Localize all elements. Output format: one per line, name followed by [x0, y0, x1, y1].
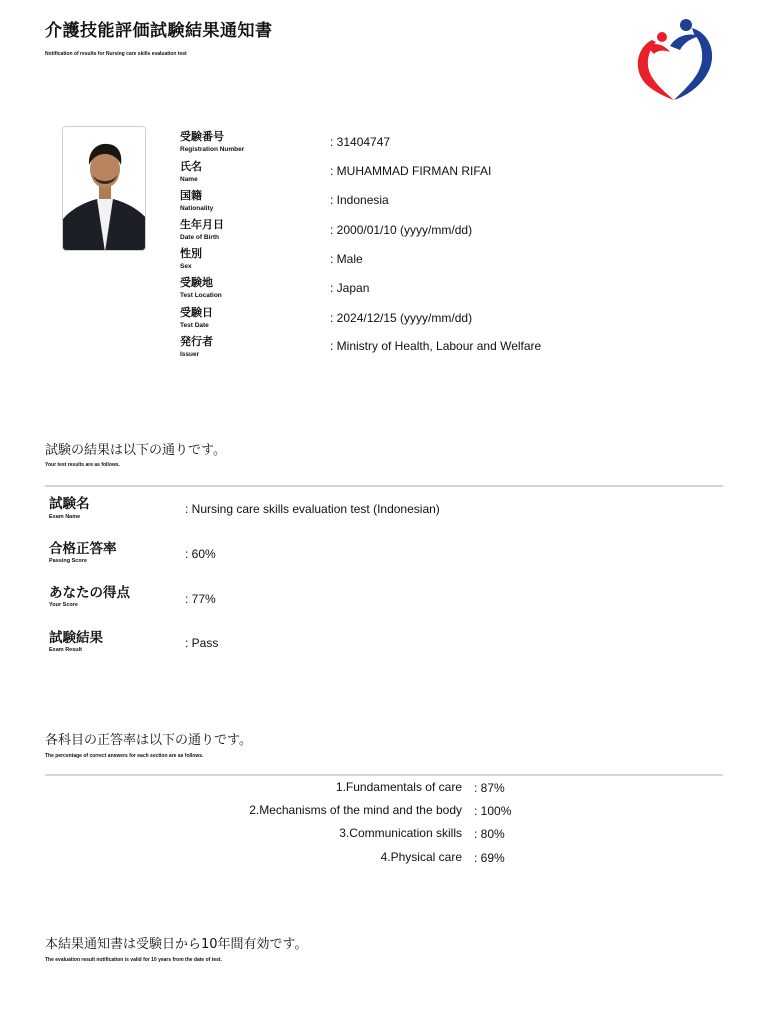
registration-number-label-en: Registration Number: [180, 146, 245, 153]
sex-value: : Male: [330, 252, 363, 266]
document-title: 介護技能評価試験結果通知書: [45, 21, 273, 41]
test-location-value: : Japan: [330, 281, 370, 295]
your-score-label-en: Your Score: [49, 602, 78, 608]
sex-label-jp: 性別: [180, 247, 202, 260]
your-score-value: : 77%: [185, 592, 216, 606]
nationality-value: : Indonesia: [330, 193, 389, 207]
your-score-label-jp: あなたの得点: [49, 585, 130, 601]
name-label-en: Name: [180, 176, 198, 183]
test-date-value: : 2024/12/15 (yyyy/mm/dd): [330, 311, 473, 325]
test-date-label-jp: 受験日: [180, 306, 213, 319]
sections-heading: 各科目の正答率は以下の通りです。: [45, 733, 252, 748]
passing-score-label-en: Passing Score: [49, 558, 87, 564]
date-of-birth-label-en: Date of Birth: [180, 234, 219, 241]
section-2-name: 2.Mechanisms of the mind and the body: [249, 803, 462, 817]
section-2-value: : 100%: [474, 804, 512, 818]
issuer-label-jp: 発行者: [180, 335, 213, 348]
exam-name-label-en: Exam Name: [49, 514, 81, 520]
nationality-label-jp: 国籍: [180, 189, 202, 202]
registration-number-label-jp: 受験番号: [180, 130, 224, 143]
mhlw-heart-logo-icon: [630, 14, 718, 102]
name-value: : MUHAMMAD FIRMAN RIFAI: [330, 164, 492, 178]
applicant-photo: [62, 126, 146, 251]
section-1-name: 1.Fundamentals of care: [335, 780, 462, 794]
results-subheading: Your test results are as follows.: [45, 462, 120, 468]
validity-subheading: The evaluation result notification is valid for 10 years from the date of test.: [45, 957, 222, 963]
passing-score-value: : 60%: [185, 547, 216, 561]
issuer-label-en: Issuer: [180, 351, 200, 358]
sections-divider: [45, 774, 723, 776]
section-3-value: : 80%: [474, 827, 505, 841]
exam-result-label-jp: 試験結果: [49, 630, 103, 646]
section-4-name: 4.Physical care: [380, 850, 462, 864]
test-location-label-en: Test Location: [180, 292, 222, 299]
exam-name-value: : Nursing care skills evaluation test (Indonesian): [185, 502, 440, 516]
registration-number-value: : 31404747: [330, 135, 391, 149]
exam-result-label-en: Exam Result: [49, 647, 83, 653]
section-1-value: : 87%: [474, 781, 505, 795]
results-divider: [45, 485, 723, 487]
test-location-label-jp: 受験地: [180, 276, 213, 289]
results-heading: 試験の結果は以下の通りです。: [45, 443, 226, 458]
passing-score-label-jp: 合格正答率: [49, 541, 117, 557]
issuer-value: : Ministry of Health, Labour and Welfare: [330, 339, 542, 353]
sections-subheading: The percentage of correct answers for each section are as follows.: [45, 753, 204, 759]
date-of-birth-label-jp: 生年月日: [180, 218, 224, 231]
exam-result-value: : Pass: [185, 636, 219, 650]
exam-name-label-jp: 試験名: [49, 496, 90, 512]
sex-label-en: Sex: [180, 263, 192, 270]
validity-heading: 本結果通知書は受験日から10年間有効です。: [45, 937, 308, 952]
test-date-label-en: Test Date: [180, 322, 209, 329]
date-of-birth-value: : 2000/01/10 (yyyy/mm/dd): [330, 223, 473, 237]
section-4-value: : 69%: [474, 851, 505, 865]
document-subtitle: Notification of results for Nursing care skills evaluation test: [45, 51, 187, 57]
name-label-jp: 氏名: [180, 160, 202, 173]
section-3-name: 3.Communication skills: [339, 826, 462, 840]
nationality-label-en: Nationality: [180, 205, 214, 212]
